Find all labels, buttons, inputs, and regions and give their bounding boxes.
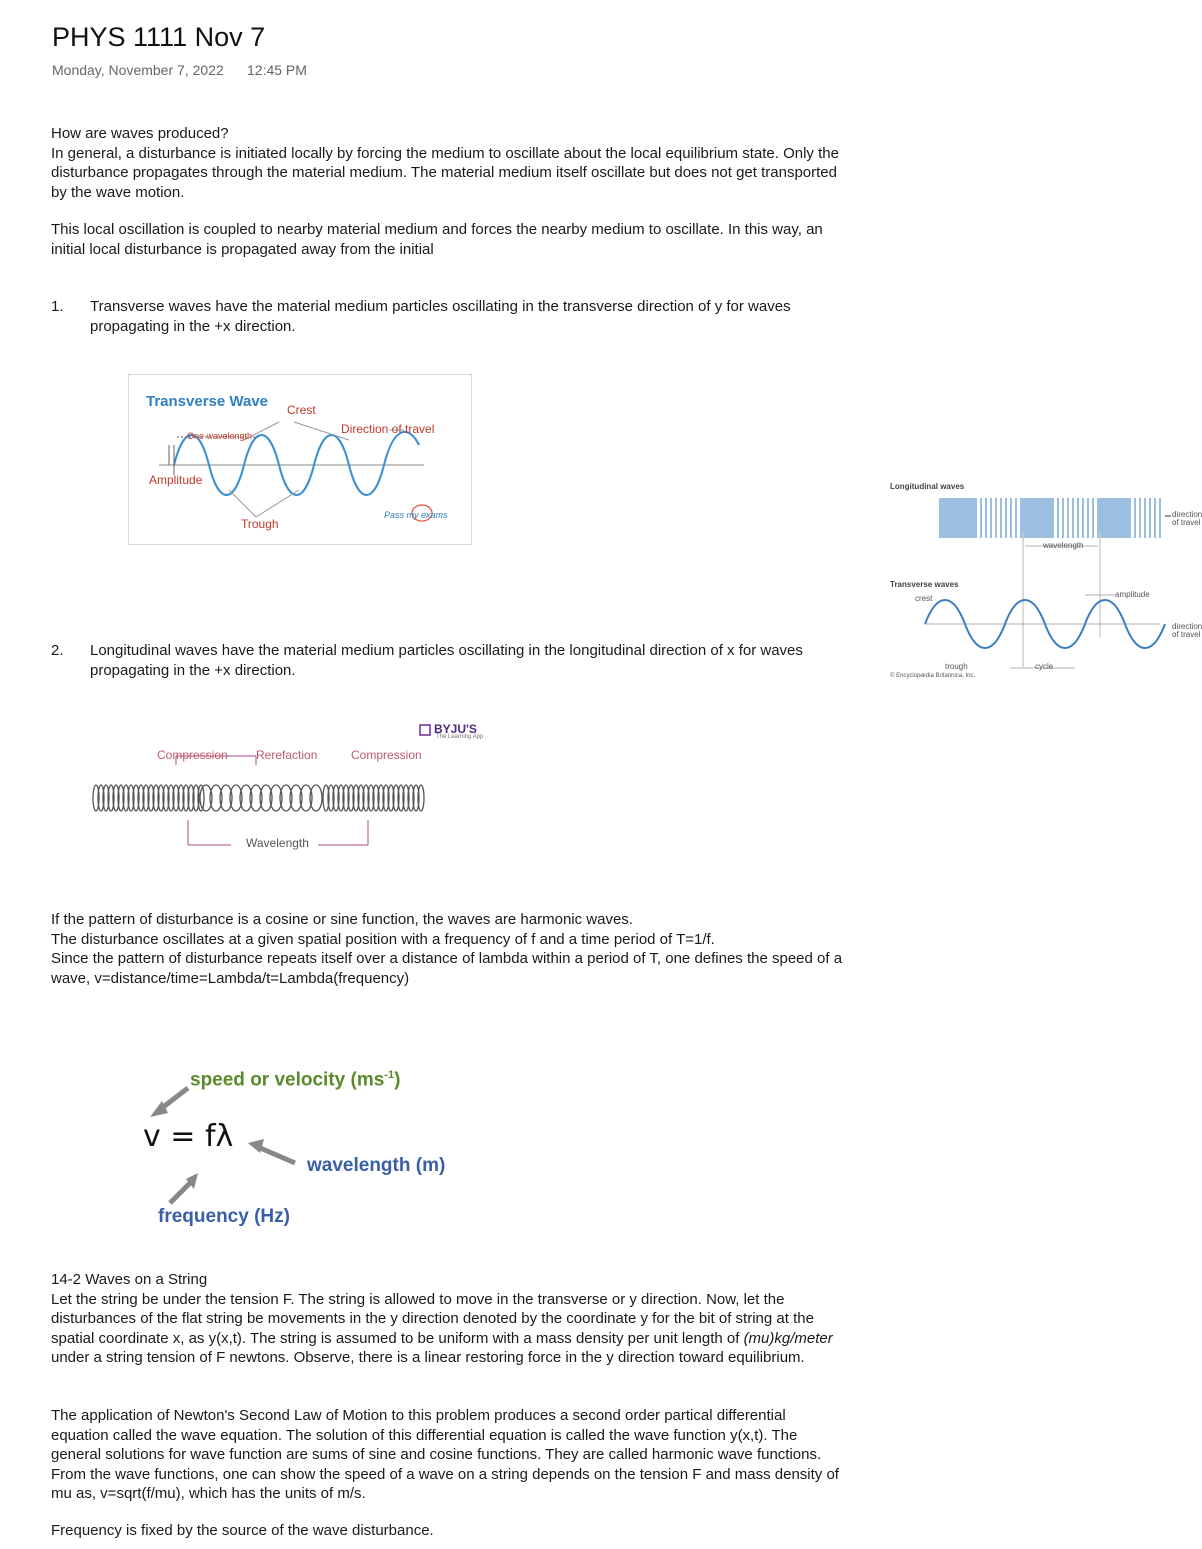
amplitude-label: amplitude — [1115, 590, 1150, 599]
transverse-wave-figure — [128, 374, 472, 545]
text-span: spatial coordinate x, as y(x,t). The string is assumed to be uniform with a mass density per unit length of — [51, 1329, 740, 1347]
frequency-label: frequency (Hz) — [158, 1206, 290, 1227]
trough-label: trough — [945, 662, 968, 671]
page-date: Monday, November 7, 2022 — [52, 62, 224, 78]
of-travel-label-1: of travel — [1172, 518, 1201, 527]
crest-label: crest — [915, 594, 933, 603]
text-line: equation called the wave equation. The solution of this differential equation is called the wave function y(x,t). The — [51, 1426, 798, 1444]
longitudinal-heading: Longitudinal waves — [890, 482, 965, 491]
figure-title: Transverse Wave — [146, 393, 269, 410]
string-paragraph — [51, 1270, 851, 1368]
direction-label-2: direction — [1172, 622, 1202, 631]
text-line: initial local disturbance is propagated away from the initial — [51, 240, 434, 258]
page-time: 12:45 PM — [247, 62, 307, 78]
harmonic-paragraph — [51, 910, 851, 988]
intro-paragraph-2 — [51, 220, 841, 259]
text-line: wave, v=distance/time=Lambda/t=Lambda(frequency) — [51, 969, 410, 987]
speed-text: speed or velocity (ms — [190, 1069, 385, 1091]
closing-paragraph — [51, 1521, 841, 1541]
equation-text: v = fλ — [143, 1119, 234, 1154]
text-line: Transverse waves have the material medium particles oscillating in the transverse direction of y for waves — [90, 298, 791, 315]
text-line: propagating in the +x direction. — [90, 661, 296, 679]
text-line: general solutions for wave function are sums of sine and cosine functions. They are called harmonic wave functions. — [51, 1446, 822, 1463]
wave-equation-figure — [140, 1063, 460, 1238]
page-title: PHYS 1111 Nov 7 — [52, 22, 266, 52]
text-line: This local oscillation is coupled to nearby material medium and forces the nearby medium to oscillate. In this way, an — [51, 221, 823, 238]
crest-label: Crest — [287, 403, 316, 417]
speed-label — [190, 1069, 400, 1091]
text-line: How are waves produced? — [51, 125, 229, 142]
trough-label: Trough — [241, 517, 279, 531]
text-line: Since the pattern of disturbance repeats itself over a distance of lambda within a period of T, one defines the speed of a — [51, 950, 843, 967]
rarefaction-label: Rerefaction — [256, 748, 318, 762]
byjus-logo: BYJU'S — [434, 722, 477, 736]
text-line: Let the string be under the tension F. The string is allowed to move in the transverse or y direction. Now, let the — [51, 1290, 785, 1308]
intro-paragraph-1 — [51, 124, 841, 202]
text-line: From the wave functions, one can show the speed of a wave on a string depends on the tension F and mass density of — [51, 1465, 839, 1483]
text-line: disturbance propagates through the material medium. The material medium itself oscillate but does not get transported — [51, 164, 837, 181]
amplitude-label: Amplitude — [149, 473, 203, 487]
text-line: In general, a disturbance is initiated locally by forcing the medium to oscillate about the local equilibrium state. Only the — [51, 144, 839, 162]
list-item-transverse — [51, 297, 811, 337]
text-line: Frequency is fixed by the source of the wave disturbance. — [51, 1522, 434, 1539]
speed-close: ) — [394, 1069, 401, 1091]
text-line: by the wave motion. — [51, 183, 185, 201]
text-line: propagating in the +x direction. — [90, 317, 296, 335]
text-line: mu as, v=sqrt(f/mu), which has the units of m/s. — [51, 1485, 366, 1502]
cycle-label: cycle — [1035, 662, 1054, 671]
britannica-figure — [875, 472, 1202, 687]
text-line: If the pattern of disturbance is a cosine or sine function, the waves are harmonic waves. — [51, 911, 633, 928]
brand-logo: Pass my exams — [384, 510, 448, 520]
section-heading: 14-2 Waves on a String — [51, 1271, 208, 1288]
wavelength-label: wavelength — [1043, 541, 1084, 550]
direction-label-1: direction — [1172, 510, 1202, 519]
one-wavelength-label: One wavelength — [187, 431, 253, 441]
wavelength-label: wavelength (m) — [307, 1155, 446, 1176]
compression-label-2: Compression — [351, 748, 422, 762]
byjus-tagline: The Learning App — [436, 734, 484, 740]
of-travel-label-2: of travel — [1172, 630, 1201, 639]
credit-label: © Encyclopædia Britannica, Inc. — [890, 673, 976, 679]
text-line: disturbances of the flat string be movements in the y direction denoted by the coordinate y for the bit of string at the — [51, 1310, 814, 1327]
emphasis-text: (mu)kg/meter — [743, 1329, 833, 1347]
list-number: 1. — [51, 298, 64, 315]
list-item-longitudinal — [51, 641, 811, 681]
newton-paragraph — [51, 1406, 851, 1504]
speed-exponent: -1 — [384, 1069, 395, 1081]
compression-label-1: Compression — [157, 748, 228, 762]
text-line: Longitudinal waves have the material medium particles oscillating in the longitudinal direction of x for waves — [90, 642, 803, 659]
longitudinal-wave-figure — [56, 720, 484, 860]
wavelength-label: Wavelength — [246, 836, 309, 850]
direction-label: Direction of travel — [341, 422, 435, 436]
text-line — [51, 1329, 851, 1349]
transverse-heading: Transverse waves — [890, 580, 959, 589]
text-line: The disturbance oscillates at a given spatial position with a frequency of f and a time period of T=1/f. — [51, 930, 715, 948]
text-line: under a string tension of F newtons. Observe, there is a linear restoring force in the y direction toward equilibrium. — [51, 1349, 805, 1366]
list-number: 2. — [51, 642, 64, 659]
text-line: The application of Newton's Second Law of Motion to this problem produces a second order partical differential — [51, 1407, 786, 1424]
